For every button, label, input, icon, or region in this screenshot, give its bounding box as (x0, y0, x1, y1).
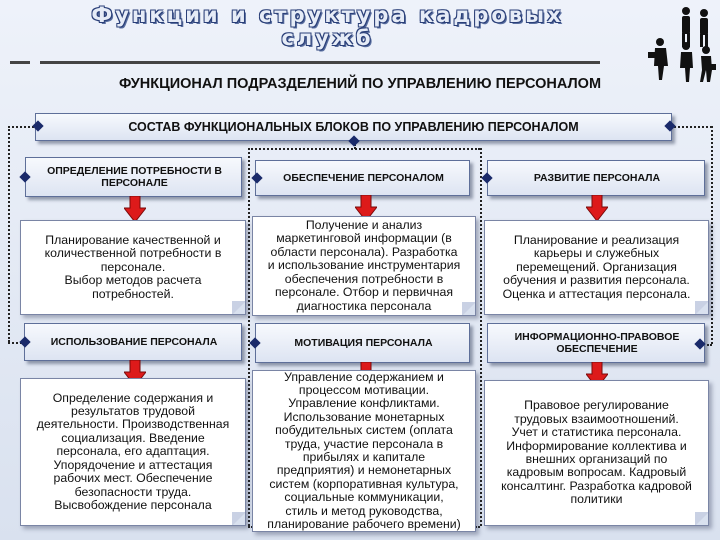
block-body-development: Планирование и реализация карьеры и служебных перемещений. Организация обучения и развития персонала. Оценка и аттестация персонала. (484, 220, 709, 315)
arrow-down-icon (586, 195, 608, 221)
business-people-icon (640, 2, 718, 84)
connector-center-right (480, 148, 482, 526)
block-header-staffing: ОБЕСПЕЧЕНИЕ ПЕРСОНАЛОМ (255, 160, 470, 196)
connector-left-vertical (8, 126, 10, 342)
connector-right-vertical (711, 126, 713, 344)
connector-right-top (670, 126, 712, 128)
block-body-usage: Определение содержания и результатов трудовой деятельности. Производственная социализация. Введение персонала, его адаптация. Упорядочение и аттестация рабочих мест. Обеспечение безопасности труда. Высвобождение персонала (20, 378, 246, 526)
block-header-development: РАЗВИТИЕ ПЕРСОНАЛА (487, 160, 705, 196)
arrow-down-icon (124, 196, 146, 222)
slide-title-line1: Функции и структура кадровых (91, 3, 564, 27)
block-header-info-legal: ИНФОРМАЦИОННО-ПРАВОВОЕ ОБЕСПЕЧЕНИЕ (487, 323, 705, 363)
connector-center-left (248, 148, 250, 526)
block-header-usage: ИСПОЛЬЗОВАНИЕ ПЕРСОНАЛА (24, 323, 242, 361)
block-body-info-legal: Правовое регулирование трудовых взаимоотношений. Учет и статистика персонала. Информирование коллектива и внешних организаций по кадровым вопросам. Кадровый консалтинг. Разработка кадровой политики (484, 380, 709, 526)
divider (40, 61, 600, 64)
block-body-motivation: Управление содержанием и процессом мотивации. Управление конфликтами. Использование монетарных побудительных систем (оплата труда, участие персонала в прибылях и капитале предприятия) и немонетарных систем (корпоративная культура, социальные коммуникации, стиль и метод руководства, планирование рабочего времени) (252, 370, 476, 532)
slide-title-line2: служб (281, 26, 374, 50)
connector-center-top (248, 148, 480, 150)
subtitle: ФУНКЦИОНАЛ ПОДРАЗДЕЛЕНИЙ ПО УПРАВЛЕНИЮ ПЕРСОНАЛОМ (118, 76, 602, 92)
divider-left (10, 61, 30, 64)
slide-title (20, 4, 635, 56)
block-header-motivation: МОТИВАЦИЯ ПЕРСОНАЛА (255, 323, 470, 363)
block-body-staffing: Получение и анализ маркетинговой информации (в области персонала). Разработка и использование инструментария обеспечения потребности в персонале. Отбор и первичная диагностика персонала (252, 216, 476, 316)
block-body-needs: Планирование качественной и количественной потребности в персонале. Выбор методов расчета потребностей. (20, 220, 246, 315)
composition-header: СОСТАВ ФУНКЦИОНАЛЬНЫХ БЛОКОВ ПО УПРАВЛЕНИЮ ПЕРСОНАЛОМ (35, 113, 672, 141)
block-header-needs: ОПРЕДЕЛЕНИЕ ПОТРЕБНОСТИ В ПЕРСОНАЛЕ (25, 157, 242, 197)
